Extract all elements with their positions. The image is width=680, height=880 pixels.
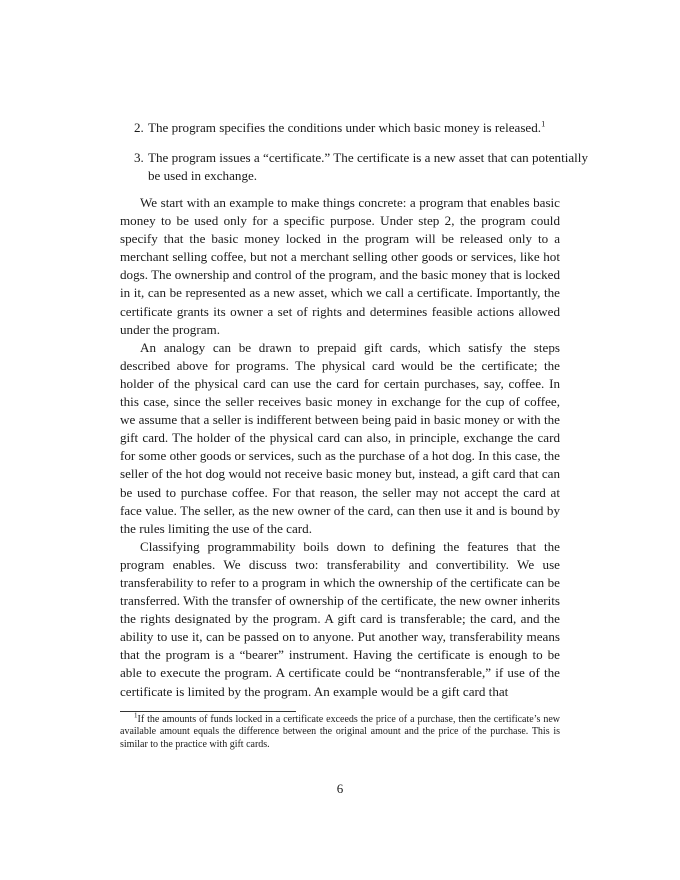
footnote-divider [120, 711, 296, 712]
body-text [120, 194, 560, 701]
paragraph: Classifying programmability boils down to defining the features that the program enables. We discuss two: transferability and convertibility. We use transferability to refer to a program in which the ownership of the certificate can be transferred. With the transfer of ownership of the certificate, the new owner inherits the rights designated by the program. A gift card is transferable; the card, and the ability to use it, can be passed on to anyone. Put another way, transferability means that the program is a “bearer” instrument. Having the certificate is enough to be able to execute the program. A certificate could be “nontransferable,” if use of the certificate is limited by the program. An example would be a gift card that [120, 538, 560, 699]
paragraph: An analogy can be drawn to prepaid gift cards, which satisfy the steps described above for programs. The physical card would be the certificate; the holder of the physical card can use the card for certain purchases, say, coffee. In this case, since the seller receives basic money in exchange for the cup of coffee, we assume that a seller is indifferent between being paid in basic money or with the gift card. The holder of the physical card can also, in principle, exchange the card for some other goods or services, such as the purchase of a hot dog. In this case, the seller of the hot dog would not receive basic money but, instead, a gift card that can be used to purchase coffee. For that reason, the seller may not accept the card at face value. The seller, as the new owner of the card, can then use it and is bound by the rules limiting the use of the card. [120, 339, 560, 536]
footnote [120, 711, 560, 751]
list-item-text: The program issues a “certificate.” The certificate is a new asset that can potentially be used in exchange. [148, 150, 588, 183]
paragraph: We start with an example to make things concrete: a program that enables basic money to be used only for a specific purpose. Under step 2, the program could specify that the basic money locked in the program will be released only to a merchant selling coffee, but not a merchant selling other goods or services, like hot dogs. The ownership and control of the program, and the basic money that is locked in it, can be represented as a new asset, which we call a certificate. Importantly, the certificate grants its owner a set of rights and determines feasible actions allowed under the program. [120, 195, 560, 337]
footnote-reference: 1 [541, 118, 546, 129]
list-item-number: 3. [134, 150, 144, 165]
list-item-text: The program specifies the conditions under which basic money is released. [148, 120, 542, 135]
list-item [120, 149, 588, 185]
list-item [120, 119, 588, 137]
page-number: 6 [336, 781, 344, 796]
list-item-number: 2. [134, 120, 144, 135]
footnote-text: If the amounts of funds locked in a certificate exceeds the price of a purchase, then the certificate’s new available amount equals the difference between the original amount and the price of the purchase. This is similar to the practice with gift cards. [120, 714, 560, 750]
footnote-mark: 1 [134, 711, 138, 720]
